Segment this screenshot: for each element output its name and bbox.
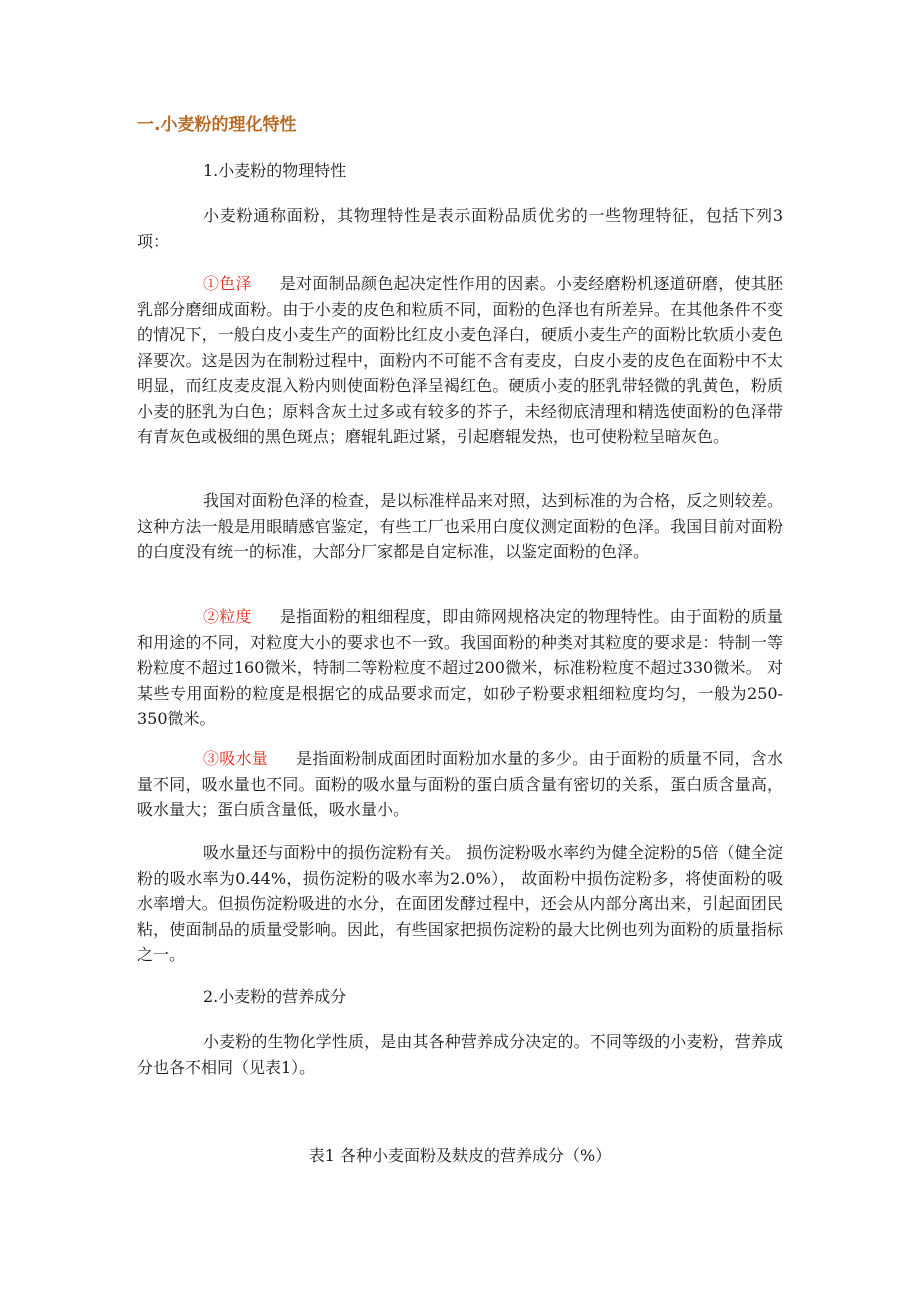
color-text: 是对面制品颜色起决定性作用的因素。小麦经磨粉机逐道研磨，使其胚乳部分磨细成面粉。由于小麦的皮色和粒质不同，面粉的色泽也有所差异。在其他条件不变的情况下，一般白皮小麦生产的面粉比红皮小麦色泽白，硬质小麦生产的面粉比软质小麦色泽要次。这是因为在制粉过程中，面粉内不可能不含有麦皮，白皮小麦的皮色在面粉中不太明显，而红皮麦皮混入粉内则使面粉色泽呈褐红色。硬质小麦的胚乳带轻微的乳黄色，粉质小麦的胚乳为白色；原料含灰土过多或有较多的芥子，未经彻底清理和精选使面粉的色泽带有青灰色或极细的黑色斑点；磨辊轧距过紧，引起磨辊发热，也可使粉粒呈暗灰色。 bbox=[137, 274, 783, 446]
nutrition-intro-paragraph: 小麦粉的生物化学性质，是由其各种营养成分决定的。不同等级的小麦粉，营养成分也各不相同（见表1）。 bbox=[137, 1032, 783, 1077]
color-paragraph bbox=[137, 271, 783, 450]
water-text: 是指面粉制成面团时面粉加水量的多少。由于面粉的质量不同，含水量不同，吸水量也不同。面粉的吸水量与面粉的蛋白质含量有密切的关系，蛋白质含量高，吸水量大；蛋白质含量低，吸水量小。 bbox=[137, 749, 783, 819]
water-term: 吸水量 bbox=[219, 749, 268, 768]
color-marker: ① bbox=[203, 274, 220, 293]
grain-marker: ② bbox=[203, 607, 220, 626]
intro-paragraph: 小麦粉通称面粉，其物理特性是表示面粉品质优劣的一些物理特征，包括下列3项： bbox=[137, 206, 783, 251]
water-marker: ③ bbox=[203, 749, 220, 768]
color-term: 色泽 bbox=[219, 274, 252, 293]
grain-term: 粒度 bbox=[219, 607, 252, 626]
color-check-paragraph: 我国对面粉色泽的检查，是以标准样品来对照，达到标准的为合格，反之则较差。这种方法一般是用眼睛感官鉴定，有些工厂也采用白度仪测定面粉的色泽。我国目前对面粉的白度没有统一的标准，大部分厂家都是自定标准，以鉴定面粉的色泽。 bbox=[137, 491, 783, 561]
section-title: 一.小麦粉的理化特性 bbox=[137, 115, 297, 135]
table-caption: 表1 各种小麦面粉及麸皮的营养成分（%） bbox=[308, 1146, 612, 1165]
grain-text: 是指面粉的粗细程度，即由筛网规格决定的物理特性。由于面粉的质量和用途的不同，对粒度大小的要求也不一致。我国面粉的种类对其粒度的要求是：特制一等粉粒度不超过160微米，特制二等粉粒度不超过200微米，标准粉粒度不超过330微米。 对某些专用面粉的粒度是根据它的成品要求而定，如砂子粉要求粗细粒度均匀，一般为250-350微米。 bbox=[137, 607, 783, 728]
water-paragraph bbox=[137, 746, 783, 823]
subsection-nutrition-title: 2.小麦粉的营养成分 bbox=[203, 987, 347, 1006]
water-starch-paragraph: 吸水量还与面粉中的损伤淀粉有关。 损伤淀粉吸水率约为健全淀粉的5倍（健全淀粉的吸水率为0.44%，损伤淀粉的吸水率为2.0%）， 故面粉中损伤淀粉多，将使面粉的吸水率增大。但损伤淀粉吸进的水分，在面团发酵过程中，还会从内部分离出来，引起面团民粘，使面制品的质量受影响。因此，有些国家把损伤淀粉的最大比例也列为面粉的质量指标之一。 bbox=[137, 843, 783, 964]
grain-paragraph bbox=[137, 604, 783, 732]
subsection-physical-title: 1.小麦粉的物理特性 bbox=[203, 161, 347, 180]
